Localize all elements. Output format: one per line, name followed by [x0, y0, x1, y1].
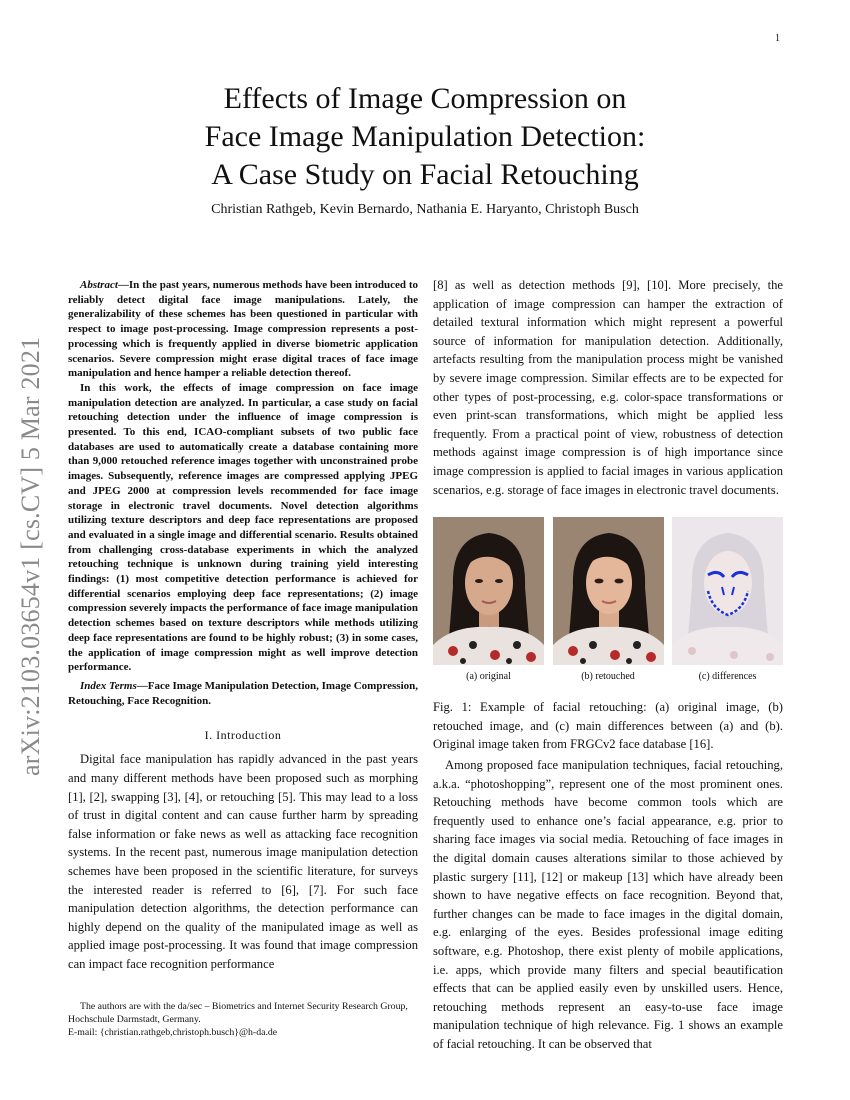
abstract-text: —In the past years, numerous methods have been introduced to reliably detect digital face image manipulations. Lately, the generalizability of these schemes has been questioned in particular with respect to image post-processing. Image compression represents a post-processing which is frequently applied in diverse biometric application scenarios. Severe compression might erase digital traces of face image manipulation and hence hamper a reliable detection thereof. — [68, 279, 418, 380]
figure-caption: Fig. 1: Example of facial retouching: (a) original image, (b) retouched image, and (c) main differences between (a) and (b). Original image taken from FRGCv2 face database [16]. — [433, 700, 783, 752]
difference-map — [672, 517, 783, 665]
right-column-bottom — [433, 756, 783, 1054]
footnote-email: E-mail: {christian.rathgeb,christoph.busch}@h-da.de — [68, 1027, 278, 1038]
figure-panel-retouched — [553, 517, 664, 682]
paper-title — [100, 80, 750, 194]
face-photo-retouched — [553, 517, 664, 665]
body-paragraph: [8] as well as detection methods [9], [10]. More precisely, the application of image compression can hamper the extraction of detailed textural information which might represent a powerful source of information for manipulation detection. Additionally, artefacts resulting from the manipulation process might be vanished by severe image compression. Similar effects are to be expected for other types of post-processing, e.g. color-space transformations or even print-scan transformations, which might be applied less frequently. From a practical point of view, robustness of detection methods against image compression is of high importance since image compression is applied to facial images in various application scenarios, e.g. storage of face images in electronic travel documents. — [433, 278, 783, 497]
body-paragraph: Digital face manipulation has rapidly advanced in the past years and many different methods have been proposed such as morphing [1], [2], swapping [3], [4], or retouching [5]. This may lead to a loss of trust in digital content and can cause further harm by spreading false information or fake news as well as attacking face recognition systems. In the recent past, numerous image manipulation detection schemes have been proposed in the scientific literature, for surveys the interested reader is referred to [6], [7]. For such face manipulation detection algorithms, the detection performance can highly depend on the quality of the manipulated image as well as applied image post-processing. It was found that image compression can impact face recognition performance — [68, 752, 418, 971]
page-number: 1 — [775, 33, 780, 44]
figure-row — [433, 517, 783, 682]
face-photo-original — [433, 517, 544, 665]
title-line: Effects of Image Compression on — [223, 82, 627, 115]
subcaption-original: (a) original — [466, 671, 511, 682]
subcaption-retouched: (b) retouched — [581, 671, 635, 682]
title-line: A Case Study on Facial Retouching — [211, 158, 639, 191]
body-paragraph: Among proposed face manipulation techniques, facial retouching, a.k.a. “photoshopping”, represent one of the most prominent ones. Retouching methods have become common tools which are frequently used to enhance one’s facial appearance, e.g. prior to sharing face images via social media. Retouching of face images in the digital domain causes alterations similar to those achieved by plastic surgery [11], [12] or makeup [13] which have already been shown to have negative effects on face recognition. Beyond that, further changes can be made to face images in the digital domain, e.g. enlarging of the eyes. Besides professional image editing software, e.g. Photoshop, there exist plenty of mobile applications, i.e. apps, which provide many filters and special beautification effects that can be applied easily even by unskilled users. Hence, retouching methods represent an easy-to-use face image manipulation technique of high relevance. Fig. 1 shows an example of facial retouching. It can be observed that — [433, 758, 783, 1051]
index-terms — [68, 679, 418, 708]
footnote — [68, 1000, 418, 1039]
abstract-paragraph: In this work, the effects of image compression on face image manipulation detection are analyzed. In particular, a case study on facial retouching detection under the influence of image compression is presented. To this end, ICAO-compliant subsets of two public face databases are used to automatically create a database containing more than 9,000 retouched reference images together with unconstrained probe images. Subsequently, reference images are compressed applying JPEG and JPEG 2000 at compression levels recommended for face image storage in electronic travel documents. Novel detection algorithms utilizing texture descriptors and deep face representations are proposed and evaluated in a single image and differential scenario. Results obtained from challenging cross-database experiments in which the analyzed retouching technique is unknown during training yield interesting findings: (1) most competitive detection performance is achieved for differential scenarios employing deep face representations; (2) image compression severely impacts the performance of face image manipulation detection schemes based on texture descriptors while methods utilizing deep face representations are found to be highly robust; (3) in some cases, the application of image compression might as well improve detection performance. — [68, 381, 418, 674]
index-terms-lead: Index Terms — [80, 679, 137, 692]
figure-panel-differences — [672, 517, 783, 682]
section-heading: I. Introduction — [204, 728, 282, 743]
abstract-paragraph — [68, 278, 418, 381]
arxiv-identifier: arXiv:2103.03654v1 [cs.CV] 5 Mar 2021 — [16, 336, 45, 776]
abstract-lead: Abstract — [80, 279, 118, 291]
footnote-affiliation: The authors are with the da/sec – Biometrics and Internet Security Research Group, Hochschule Darmstadt, Germany. — [68, 1001, 408, 1025]
abstract — [68, 278, 418, 675]
figure-1 — [433, 517, 783, 682]
right-column-top — [433, 276, 783, 499]
subcaption-differences: (c) differences — [698, 671, 757, 682]
author-list: Christian Rathgeb, Kevin Bernardo, Nathania E. Haryanto, Christoph Busch — [211, 202, 639, 217]
left-column — [68, 278, 418, 974]
index-terms-text: —Face Image Manipulation Detection, Image Compression, Retouching, Face Recognition. — [68, 679, 419, 707]
figure-panel-original — [433, 517, 544, 682]
title-line: Face Image Manipulation Detection: — [204, 120, 646, 153]
